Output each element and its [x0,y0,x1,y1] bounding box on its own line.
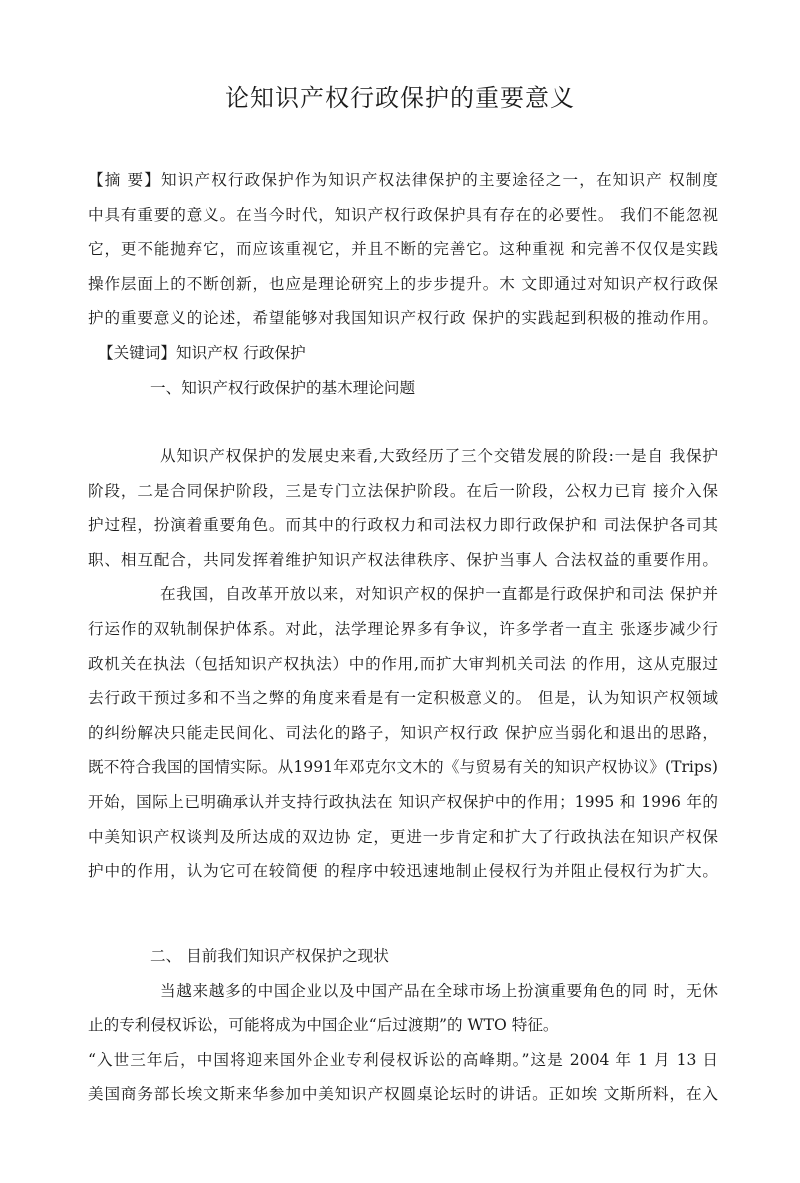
text-line: 护过程，扮演着重要角色。而其中的行政权力和司法权力即行政保护和 司法保护各司其 [88,516,718,535]
text-line: 【摘 要】知识产权行政保护作为知识产权法律保护的主要途径之一，在知识产 权制度 [88,171,718,189]
text-line: 去行政干预过多和不当之弊的角度来看是有一定积极意义的。 但是，认为知识产权领域 [88,689,718,708]
text-line: 的纠纷解决只能走民间化、司法化的路子，知识产权行政 保护应当弱化和退出的思路， [88,723,718,742]
text-line: 在我国，自改革开放以来，对知识产权的保护一直都是行政保护和司法 保护并 [160,585,718,604]
text-line: “入世三年后，中国将迎来国外企业专利侵权诉讼的高峰期。”这是 2004 年 1 月 13 日 [88,1050,718,1069]
text-line: 职、相互配合，共同发挥着维护知识产权法律秩序、保护当事人 合法权益的重要作用。 [88,550,718,569]
text-line: 政机关在执法（包括知识产权执法）中的作用,而扩大审判机关司法 的作用，这从克服过 [88,654,718,673]
section-2-body [88,939,718,1112]
text-line: 当越来越多的中国企业以及中国产品在全球市场上扮演重要角色的同 时，无休 [160,981,718,1000]
text-line: 它，更不能抛弃它，而应该重视它，并且不断的完善它。这种重视 和完善不仅仅是实践 [88,240,718,259]
abstract-paragraph [88,163,718,405]
section-heading-1: 一、知识产权行政保护的基木理论问题 [150,378,416,397]
text-line: 中具有重要的意义。在当今时代，知识产权行政保护具有存在的必要性。 我们不能忽视 [88,205,718,224]
text-line: 从知识产权保护的发展史来看,大致经历了三个交错发展的阶段:一是自 我保护 [160,447,718,465]
text-line: 阶段，二是合同保护阶段，三是专门立法保护阶段。在后一阶段，公权力已肓 接介入保 [88,481,718,500]
section-1-body [88,439,718,889]
text-line: 美国商务部长埃文斯来华参加中美知识产权圆桌论坛时的讲话。正如埃 文斯所料，在入 [88,1085,718,1104]
keywords-line: 【关键词】知识产权 行政保护 [98,343,306,362]
text-line: 行运作的双轨制保护体系。对此，法学理论界多有争议，许多学者一直主 张逐步减少行 [88,619,718,638]
text-line: 护中的作用，认为它可在较简便 的程序中较迅速地制止侵权行为并阻止侵权行为扩大。 [88,862,718,881]
text-line: 护的重要意义的论述，希望能够对我国知识产权行政 保护的实践起到积极的推动作用。 [88,309,718,328]
text-line: 止的专利侵权诉讼，可能将成为中国企业“后过渡期”的 WTO 特征。 [88,1016,559,1035]
text-line: 中美知识产权谈判及所达成的双边协 定，更进一步肯定和扩大了行政执法在知识产权保 [88,827,718,846]
text-line: 开始，国际上已明确承认并支持行政执法在 知识产权保护中的作用；1995 和 1996 年的 [88,792,718,811]
document-title: 论知识产权行政保护的重要意义 [225,84,575,112]
section-heading-2: 二、 目前我们知识产权保护之现状 [150,947,389,965]
text-line: 既不符合我国的国情实际。从1991年邓克尔文木的《与贸易有关的知识产权协议》(Trips) [88,758,718,777]
text-line: 操作层面上的不断创新，也应是理论研究上的步步提升。木 文即通过对知识产权行政保 [88,274,718,293]
